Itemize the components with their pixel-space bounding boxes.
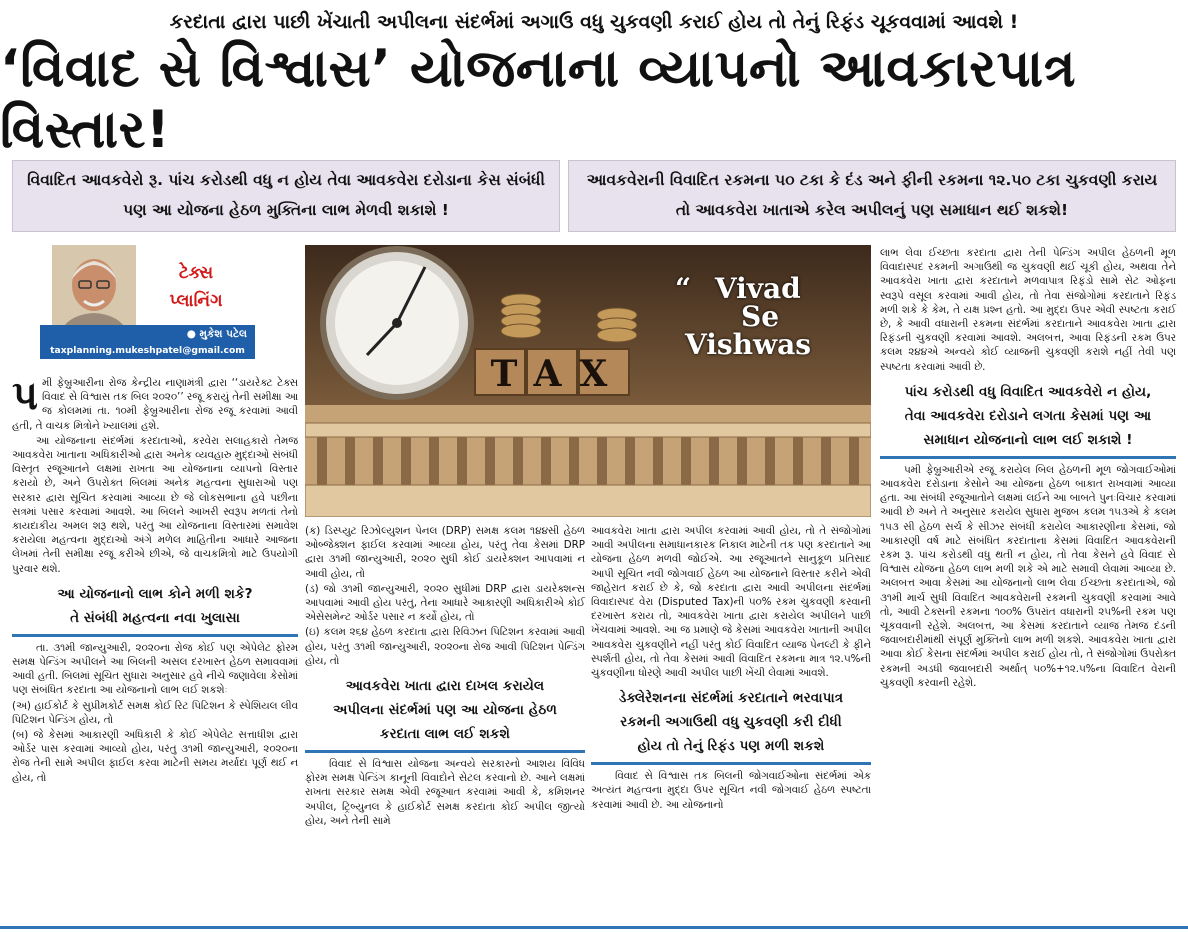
column-title [148, 259, 244, 315]
subheadline-left [12, 160, 560, 232]
photo-caption-line1: Vivad [714, 272, 801, 305]
paragraph [12, 373, 298, 433]
paragraph: લાભ લેવા ઈચ્છતા કરદાતા દ્વારા તેની પેન્ડિંગ અપીલ હેઠળની મૂળ વિવાદાસ્પદ રકમની અગાઉથી જ ચુકવણી થઈ ચૂકી હોય, અથવા તેને આવકવેરા ખાતા દ્વારા કરદાતાને મળવાપાત્ર રિફંડો સામે સેટ ઓફના સ્વરૂપે વસૂલ કરવામાં આવી હોય, તો તેવા સંજોગોમાં કરદાતાને રિફંડ મળી શકે કે કેમ, તે યક્ષ પ્રશ્ન હતો. આ મુદ્દા ઉપર એવી સ્પષ્ટતા કરાઈ છે, કે આવી વધારાની રકમના સંદર્ભમાં કરદાતાને આવકવેરા ખાતા દ્વારા રિફંડની ચુકવણી કરવામાં આવશે. અલબત્ત, આવા રિફંડની રકમ ઉપર કલમ ૨૪૪એ અન્વયે કોઈ વ્યાજની ચુકવણી કરાશે નહીં તેવી પણ સ્પષ્ટતા કરવામાં આવી છે. [880, 247, 1176, 373]
section-heading-line2: રકમની અગાઉથી વધુ ચુકવણી કરી દીધી [620, 714, 842, 731]
section-heading [591, 686, 871, 758]
article-column-1 [12, 373, 298, 786]
section-heading-line2: તે સંબંધી મહત્વના નવા ખુલાસા [70, 609, 240, 626]
top-banner-text: કરદાતા દ્વારા પાછી ખેંચાતી અપીલના સંદર્ભમાં અગાઉ વધુ ચુકવણી કરાઈ હોય તો તેનું રિફંડ ચૂકવવામાં આવશે ! [169, 11, 1019, 33]
article-column-4 [880, 246, 1176, 691]
paragraph: (ડ) જો ૩૧મી જાન્યુઆરી, ૨૦૨૦ સુધીમાં DRP દ્વારા ડાયરેક્શન્સ આપવામાં આવી હોય પરંતુ, તેના આધારે આકારણી અધિકારીએ કોઈ એસેસમેન્ટ ઓર્ડર પસાર ન કર્યો હોય, તો [305, 582, 585, 624]
paragraph: આ યોજનાના સંદર્ભમાં કરદાતાઓ, કરવેરા સલાહકારો તેમજ આવકવેરા ખાતાના અધિકારીઓ દ્વારા અનેક વ્યવહારુ મુદ્દાઓ સંબંધી વિસ્તૃત રજૂઆતને લક્ષમાં રાખતા આ યોજનાના વ્યાપનો વિસ્તાર કરાયો છે, અને ઉપરોક્ત બિલમાં અનેક મહત્વના સુધારાઓ પણ સરકાર દ્વારા સૂચિત કરવામાં આવ્યા છે જે લોકસભાના હવે પછીના સત્રમાં પસાર કરવામાં આવશે. આ બિલને આખરી સ્વરૂપ મળતાં તેનો કાયદાકીય અમલ શરૂ થશે, પરંતુ આ યોજનાના વિસ્તારમાં સમાવેશ કરાયેલા મહત્વના મુદ્દાઓ અંગે મળેલ માહિતીના આધારે આજના લેખમાં તેની સમીક્ષા રજૂ કરીએ છીએ, જે વાચકમિત્રો માટે ઉપયોગી પુરવાર થશે. [12, 434, 298, 575]
section-heading-line2: અપીલના સંદર્ભમાં પણ આ યોજના હેઠળ [333, 702, 557, 719]
subheadline-right [568, 160, 1176, 232]
author-box [40, 245, 255, 361]
author-name-bar [40, 325, 255, 343]
section-heading [305, 674, 585, 746]
photo-caption [675, 272, 865, 361]
section-heading [12, 582, 298, 630]
divider [305, 750, 585, 753]
bottom-rule [0, 926, 1188, 929]
paragraph: (અ) હાઈકોર્ટ કે સુપ્રીમકોર્ટ સમક્ષ કોઈ રિટ પિટિશન કે સ્પેશિયલ લીવ પિટિશન પેન્ડિંગ હોય, તો [12, 699, 298, 726]
paragraph: આવકવેરા ખાતા દ્વારા અપીલ કરવામાં આવી હોય, તો તે સંજોગોમાં આવી અપીલના સમાધાનકારક નિકાલ માટેની તક પણ કરદાતાને આ યોજના હેઠળ મળવી જોઈએ. આ રજૂઆતને સાનુકૂળ પ્રતિસાદ આપી સૂચિત નવી જોગવાઈ હેઠળ આ યોજનાને વિસ્તાર કરીને એવી જાહેરાત કરાઈ છે કે, જો કરદાતા દ્વારા આવી અપીલના સંદર્ભમાં વિવાદાસ્પદ વેરા (Disputed Tax)ની ૫૦% રકમ ચુકવણી કરવાની દરખાસ્ત કરાય તો, આવકવેરા ખાતા દ્વારા કરાયેલ અપીલને પાછી ખેંચવામાં આવશે. આ જ પ્રમાણે જે કેસમાં આવકવેરા ખાતાની અપીલ આવકવેરા ચુકવણીને નહીં પરંતુ કોઈ વિવાદિત વ્યાજ પેનલ્ટી કે ફીને સ્પર્શતી હોય, તો તેવા કેસમાં આવી વિવાદિત રકમના માત્ર ૧૨.૫%ની ચુકવણીના ધોરણે આવી અપીલ પાછી ખેંચી લેવામાં આવશે. [591, 525, 871, 680]
page-title [0, 39, 1188, 160]
author-email-bar [40, 343, 255, 359]
column-title-line2: પ્લાનિંગ [169, 291, 223, 311]
paragraph: (ક) ડિસ્પ્યુટ રિઝોલ્યુશન પેનલ (DRP) સમક્ષ કલમ ૧૪૪સી હેઠળ ઓબ્જેક્શન ફાઈલ કરવામાં આવ્યા હોય, પરંતુ તેવા કેસમાં DRP દ્વારા ૩૧મી જાન્યુઆરી, ૨૦૨૦ સુધી કોઈ ડાયરેક્શન આપવામાં ન આવી હોય, તો [305, 525, 585, 580]
author-name: ● મુકેશ પટેલ [186, 328, 247, 340]
dropcap: પ [12, 373, 38, 419]
section-heading-line1: આવકવેરા ખાતા દ્વારા દાખલ કરાયેલ [345, 678, 545, 695]
article-column-3 [591, 524, 871, 813]
subheadline-right-text: આવકવેરાની વિવાદિત રકમના ૫૦ ટકા કે દંડ અને ફીની રકમના ૧૨.૫૦ ટકા ચુકવણી કરાય તો આવકવેરા ખાતાએ કરેલ અપીલનું પણ સમાધાન થઈ શકશે! [586, 171, 1158, 219]
tax-blocks-text [489, 353, 627, 395]
section-heading-line1: આ યોજનાનો લાભ કોને મળી શકે? [57, 585, 253, 602]
divider [880, 456, 1176, 459]
article-photo [305, 245, 871, 517]
section-heading-line3: સમાધાન યોજનાનો લાભ લઈ શકાશે ! [923, 431, 1133, 448]
photo-caption-line2: Se [741, 300, 780, 333]
photo-caption-line3: Vishwas [685, 328, 811, 361]
subheadline-left-text: વિવાદિત આવકવેરો રૂ. પાંચ કરોડથી વધુ ન હોય તેવા આવકવેરા દરોડાના કેસ સંબંધી પણ આ યોજના હેઠળ મુક્તિના લાભ મેળવી શકાશે ! [27, 171, 545, 219]
section-heading-line3: કરદાતા લાભ લઈ શકશે [380, 726, 510, 743]
paragraph: વિવાદ સે વિશ્વાસ તક બિલની જોગવાઈઓના સંદર્ભમાં એક અત્યંત મહત્વના મુદ્દા ઉપર સૂચિત નવી જોગવાઈ હેઠળ સ્પષ્ટતા કરવામાં આવી છે. આ યોજનાનો [591, 770, 871, 811]
paragraph: પમી ફેબ્રુઆરીએ રજૂ કરાયેલ બિલ હેઠળની મૂળ જોગવાઈઓમાં આવકવેરા દરોડાના કેસોને આ યોજના હેઠળ બાકાત રાખવામાં આવ્યા હતા. આ સંબંધી રજૂઆતોને લક્ષમાં લઈને આ બાબતે પુનઃવિચાર કરવામાં આવી છે અને તે અનુસાર કરાયેલ સુધારા મુજબ કલમ ૧૫૩એ કે કલમ ૧૫૩ સી હેઠળ સર્ચ કે સીઝર સંબંધી કરાયેલ આકારણીના કેસમાં, જો આકારણી વર્ષ માટે સંબંધિત કરદાતાના કેસમાં વિવાદિત આવકવેરાની રકમ રૂ. પાંચ કરોડથી વધુ થતી ન હોય, તો તેવા કેસને હવે વિવાદ સે વિશ્વાસ યોજના હેઠળ લાભ મળી શકે એ માટે સમાવી લેવામાં આવ્યા છે. અલબત્ત આવા કેસમાં આ યોજનાનો લાભ લેવા ઈચ્છતા કરદાતાએ, જો ૩૧મી માર્ચ સુધી વિવાદિત આવકવેરાની રકમની ચુકવણી કરવામાં આવે તો, આવી ટેક્સની રકમના ૧૦૦% ઉપરાંત વધારાની ૨૫%ની રકમ પણ ચૂકવવાની રહેશે. અલબત્ત, આ કેસમાં કરદાતાને વ્યાજ તેમજ દંડની જવાબદારીમાંથી સંપૂર્ણ મુક્તિનો લાભ મળી શકશે. આવકવેરા ખાતા દ્વારા આવા કોઈ કેસના સંદર્ભમાં અપીલ કરાઈ હોય તો, તે સંજોગોમાં ઉપરોક્ત રકમની અડધી જવાબદારી અર્થાત્ ૫૦%+૧૨.૫%ના વિવાદિત વેરાની ચુકવણી કરવાની રહેશે. [880, 463, 1176, 689]
paragraph: (ઇ) કલમ ૨૬૪ હેઠળ કરદાતા દ્વારા રિવિઝન પિટિશન કરવામાં આવી હોય, પરંતુ ૩૧મી જાન્યુઆરી, ૨૦૨૦ના રોજ આવી પિટિશન પેન્ડિંગ હોય, તો [305, 626, 585, 667]
divider [12, 634, 298, 637]
quote-mark: “ [675, 272, 692, 305]
paragraph: (બ) જે કેસમાં આકારણી અધિકારી કે કોઈ એપેલેટ સત્તાધીશ દ્વારા ઓર્ડર પાસ કરવામાં આવ્યો હોય, પરંતુ ૩૧મી જાન્યુઆરી, ૨૦૨૦ના રોજ તેની સામે અપીલ ફાઈલ કરવા માટેની સમય મર્યાદા પૂર્ણ થઈ ન હોય, તો [12, 729, 298, 784]
author-email[interactable]: taxplanning.mukeshpatel@gmail.com [50, 345, 245, 356]
section-heading-line1: પાંચ કરોડથી વધુ વિવાદિત આવકવેરો ન હોય, [904, 383, 1152, 400]
article-column-2 [305, 524, 585, 829]
section-heading-line2: તેવા આવકવેરા દરોડાને લગતા કેસમાં પણ આ [904, 407, 1152, 424]
paragraph: તા. ૩૧મી જાન્યુઆરી, ૨૦૨૦ના રોજ કોઈ પણ એપેલેટ ફોરમ સમક્ષ પેન્ડિંગ અપીલને આ બિલની અસલ દરખાસ્ત હેઠળ સમાવવામાં આવી હતી. બિલમાં સૂચિત સુધારા અનુસાર હવે નીચે જણાવેલા કેસોમાં પણ સંબંધિત કરદાતા આ યોજનાનો લાભ લઈ શકશેઃ [12, 641, 298, 697]
divider [591, 762, 871, 765]
section-heading-line1: ડેક્લેરેશનના સંદર્ભમાં કરદાતાને ભરવાપાત્ર [618, 690, 844, 707]
paragraph-text: મી ફેબ્રુઆરીના રોજ કેન્દ્રીય નાણામંત્રી દ્વારા ‘‘ડાયરેક્ટ ટેક્સ વિવાદ સે વિશ્વાસ તક બિલ ૨૦૨૦’’ રજૂ કરાયું તેની સમીક્ષા આ જ કોલમમાં તા. ૧૦મી ફેબ્રુઆરીના રોજ રજૂ કરવામાં આવી હતી, તે વાચક મિત્રોને ખ્યાલમાં હશે. [12, 377, 298, 432]
section-heading [880, 380, 1176, 452]
top-banner [0, 0, 1188, 44]
paragraph: વિવાદ સે વિશ્વાસ યોજના અન્વયે સરકારનો આશય વિવિધ ફોરમ સમક્ષ પેન્ડિંગ કાનૂની વિવાદોને સેટલ કરવાનો છે. આને લક્ષમાં રાખતા સરકાર સમક્ષ એવી રજૂઆત કરવામાં આવી કે, કમિશનર અપીલ, ટ્રિબ્યુનલ કે હાઈકોર્ટ સમક્ષ કરદાતા કોઈ અપીલ જીત્યો હોય, અને તેની સામે [305, 758, 585, 827]
tax-text: TAX [490, 353, 626, 395]
section-heading-line3: હોય તો તેનું રિફંડ પણ મળી શકશે [637, 738, 825, 755]
column-title-line1: ટેક્સ [178, 263, 214, 283]
headline-text: ‘વિવાદ સે વિશ્વાસ’ યોજનાના વ્યાપનો આવકારપાત્ર વિસ્તાર! [0, 39, 1077, 160]
